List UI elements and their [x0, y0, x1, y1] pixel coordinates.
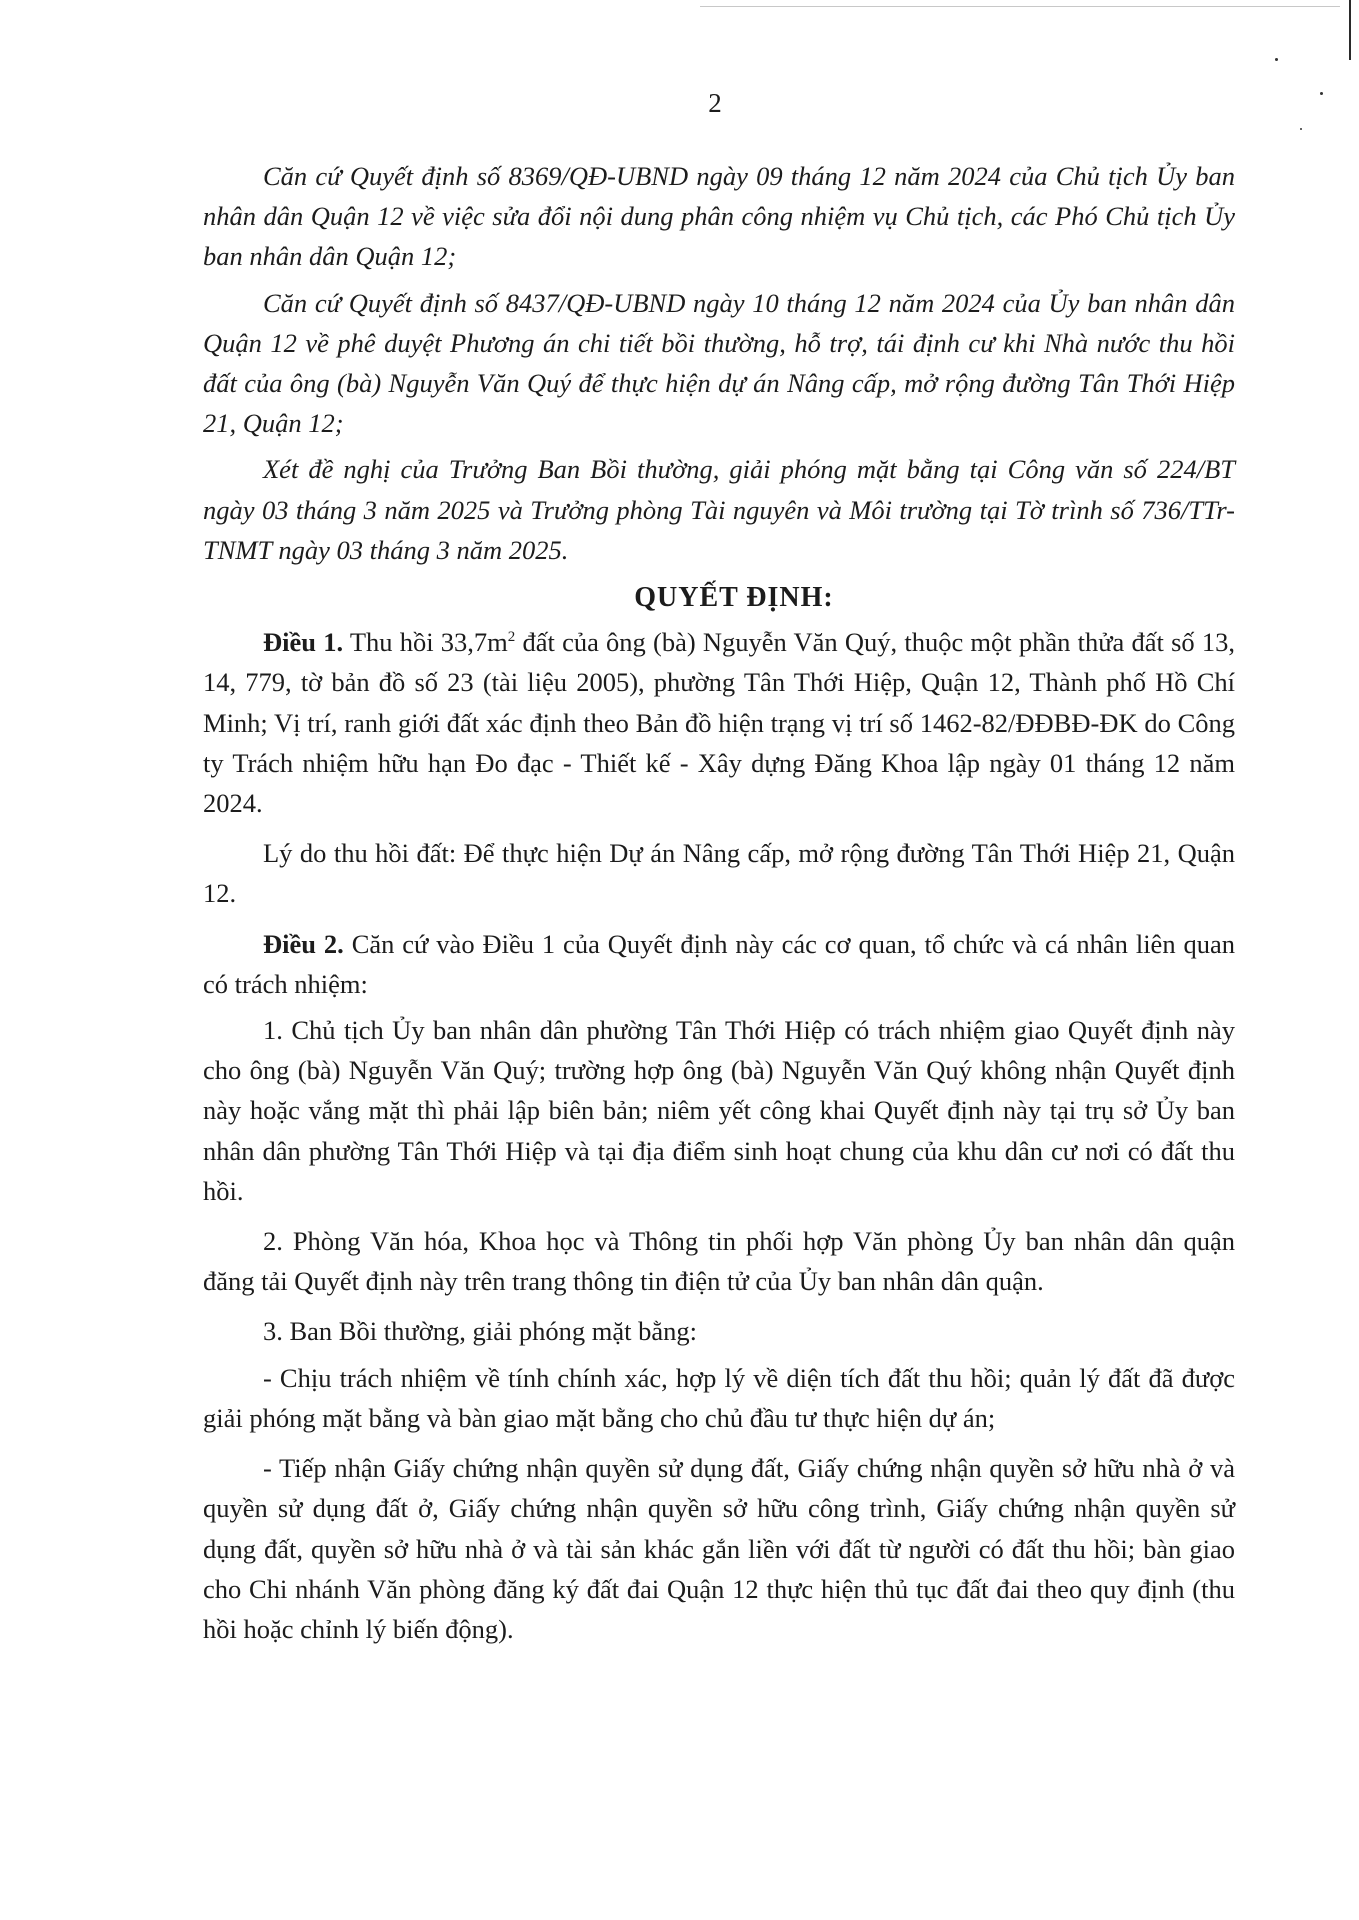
decision-heading: QUYẾT ĐỊNH: [634, 582, 834, 614]
article-1-text-a: Thu hồi 33,7m [343, 627, 508, 658]
document-body [203, 156, 1235, 1649]
proposal-paragraph: Xét đề nghị của Trưởng Ban Bồi thường, giải phóng mặt bằng tại Công văn số 224/BT ngày 03 tháng 3 năm 2025 và Trưởng phòng Tài nguyên và Môi trường tại Tờ trình số 736/TTr-TNMT ngày 03 tháng 3 năm 2025. [203, 454, 1235, 565]
basis-paragraph-1: Căn cứ Quyết định số 8369/QĐ-UBND ngày 09 tháng 12 năm 2024 của Chủ tịch Ủy ban nhân dân Quận 12 về việc sửa đổi nội dung phân công nhiệm vụ Chủ tịch, các Phó Chủ tịch Ủy ban nhân dân Quận 12; [203, 161, 1235, 272]
article-2-text: Căn cứ vào Điều 1 của Quyết định này các cơ quan, tổ chức và cá nhân liên quan có trách nhiệm: [203, 928, 1235, 999]
article-2-item-3: 3. Ban Bồi thường, giải phóng mặt bằng: [263, 1316, 697, 1347]
scan-speck [1275, 58, 1278, 61]
basis-paragraph-2: Căn cứ Quyết định số 8437/QĐ-UBND ngày 10 tháng 12 năm 2024 của Ủy ban nhân dân Quận 12 về phê duyệt Phương án chi tiết bồi thường, hỗ trợ, tái định cư khi Nhà nước thu hồi đất của ông (bà) Nguyễn Văn Quý để thực hiện dự án Nâng cấp, mở rộng đường Tân Thới Hiệp 21, Quận 12; [203, 287, 1235, 439]
page-number: 2 [708, 88, 722, 118]
scan-edge-right [1349, 0, 1351, 60]
item-3-dash-1: - Chịu trách nhiệm về tính chính xác, hợp lý về diện tích đất thu hồi; quản lý đất đã được giải phóng mặt bằng và bàn giao mặt bằng cho chủ đầu tư thực hiện dự án; [203, 1362, 1235, 1433]
article-1-label: Điều 1. [263, 627, 344, 658]
article-1 [203, 622, 1235, 823]
article-2-item-1: 1. Chủ tịch Ủy ban nhân dân phường Tân Thới Hiệp có trách nhiệm giao Quyết định này cho ông (bà) Nguyễn Văn Quý; trường hợp ông (bà) Nguyễn Văn Quý không nhận Quyết định này hoặc vắng mặt thì phải lập biên bản; niêm yết công khai Quyết định này tại trụ sở Ủy ban nhân dân phường Tân Thới Hiệp và tại địa điểm sinh hoạt chung của khu dân cư nơi có đất thu hồi. [203, 1015, 1235, 1206]
item-3-dash-2: - Tiếp nhận Giấy chứng nhận quyền sử dụng đất, Giấy chứng nhận quyền sở hữu nhà ở và quyền sử dụng đất ở, Giấy chứng nhận quyền sở hữu công trình, Giấy chứng nhận quyền sử dụng đất, quyền sở hữu nhà ở và tài sản khác gắn liền với đất từ người có đất thu hồi; bàn giao cho Chi nhánh Văn phòng đăng ký đất đai Quận 12 thực hiện thủ tục đất đai theo quy định (thu hồi hoặc chỉnh lý biến động). [203, 1453, 1235, 1644]
scan-speck [1300, 128, 1302, 130]
scan-edge-top [700, 6, 1340, 7]
article-2-label: Điều 2. [263, 928, 344, 959]
revocation-reason: Lý do thu hồi đất: Để thực hiện Dự án Nâng cấp, mở rộng đường Tân Thới Hiệp 21, Quận 12. [203, 838, 1235, 909]
article-2-item-2: 2. Phòng Văn hóa, Khoa học và Thông tin phối hợp Văn phòng Ủy ban nhân dân quận đăng tải Quyết định này trên trang thông tin điện tử của Ủy ban nhân dân quận. [203, 1226, 1235, 1297]
article-1-superscript: 2 [507, 629, 516, 646]
article-2 [203, 924, 1235, 1004]
article-1-text-b: đất của ông (bà) Nguyễn Văn Quý, thuộc một phần thửa đất số 13, 14, 779, tờ bản đồ số 23 (tài liệu 2005), phường Tân Thới Hiệp, Quận 12, Thành phố Hồ Chí Minh; Vị trí, ranh giới đất xác định theo Bản đồ hiện trạng vị trí số 1462-82/ĐĐBĐ-ĐK do Công ty Trách nhiệm hữu hạn Đo đạc - Thiết kế - Xây dựng Đăng Khoa lập ngày 01 tháng 12 năm 2024. [203, 627, 1236, 819]
